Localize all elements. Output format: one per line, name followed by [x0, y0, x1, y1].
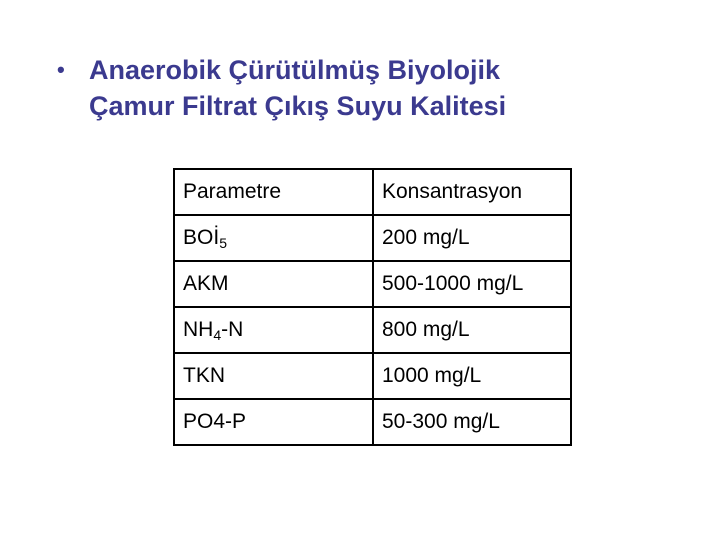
- table-row: [174, 399, 571, 445]
- parameter-cell: [174, 215, 373, 261]
- table-row: [174, 353, 571, 399]
- concentration-cell: 1000 mg/L: [373, 353, 571, 399]
- parameter-cell: [174, 307, 373, 353]
- parameter-cell: [174, 399, 373, 445]
- table-row: [174, 215, 571, 261]
- parameter-name: PO4-P: [183, 409, 247, 433]
- table-row: [174, 261, 571, 307]
- concentration-cell: 50-300 mg/L: [373, 399, 571, 445]
- parameter-name: NH: [183, 317, 214, 341]
- title-line-2: Çamur Filtrat Çıkış Suyu Kalitesi: [89, 91, 507, 121]
- concentration-cell: 500-1000 mg/L: [373, 261, 571, 307]
- parameter-subscript: 4: [213, 326, 222, 343]
- parameter-name: TKN: [183, 363, 225, 387]
- header-concentration: Konsantrasyon: [373, 169, 571, 215]
- concentration-cell: 800 mg/L: [373, 307, 571, 353]
- parameter-suffix: -N: [221, 317, 244, 341]
- concentration-table: [173, 168, 572, 446]
- table-row: [174, 307, 571, 353]
- bullet-icon: •: [57, 57, 65, 82]
- header-parameter: Parametre: [174, 169, 373, 215]
- parameter-name: BOİ: [183, 225, 220, 249]
- parameter-cell: [174, 353, 373, 399]
- title-text: [89, 52, 657, 124]
- table-header-row: [174, 169, 571, 215]
- concentration-cell: 200 mg/L: [373, 215, 571, 261]
- parameter-name: AKM: [183, 271, 229, 295]
- parameter-cell: [174, 261, 373, 307]
- title-line-1: Anaerobik Çürütülmüş Biyolojik: [89, 55, 501, 85]
- parameter-subscript: 5: [219, 234, 227, 251]
- slide-title: [57, 52, 657, 124]
